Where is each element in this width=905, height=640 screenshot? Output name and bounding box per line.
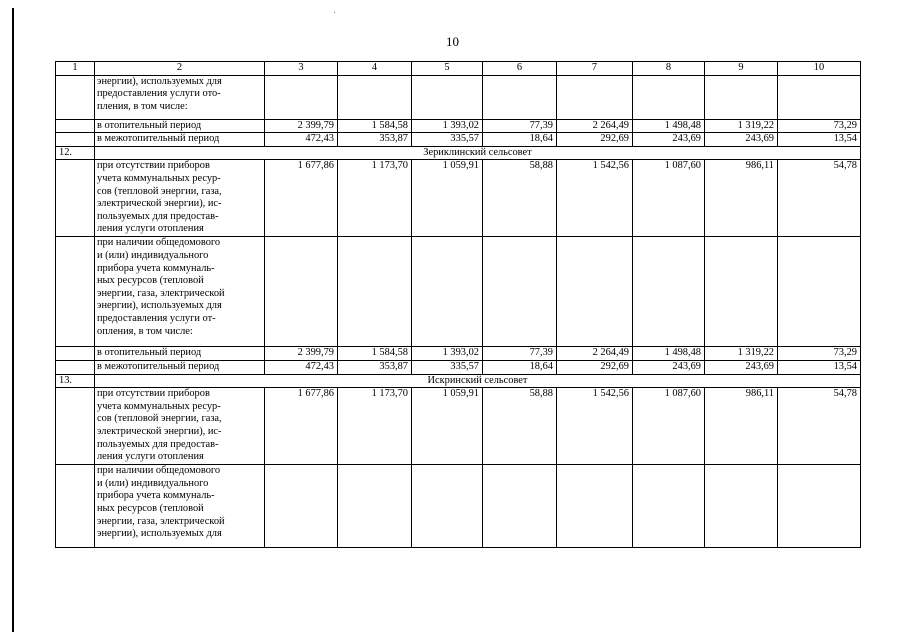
value-cell: 54,78 — [778, 160, 861, 237]
value-cell: 1 584,58 — [338, 119, 412, 133]
value-cell: 73,29 — [778, 119, 861, 133]
table-row — [56, 388, 861, 465]
value-cell: 2 264,49 — [557, 119, 633, 133]
section-header-row — [56, 374, 861, 388]
row-description: энергии), используемых для предоставления услуги ото- пления, в том числе: — [95, 75, 265, 119]
section-header-row — [56, 146, 861, 160]
table-row — [56, 75, 861, 119]
table-row — [56, 119, 861, 133]
column-header: 9 — [705, 62, 778, 76]
value-cell: 1 059,91 — [412, 388, 483, 465]
value-cell: 243,69 — [633, 133, 705, 147]
value-cell: 13,54 — [778, 360, 861, 374]
table-row — [56, 360, 861, 374]
column-header: 2 — [95, 62, 265, 76]
value-cell: 986,11 — [705, 388, 778, 465]
column-header: 1 — [56, 62, 95, 76]
column-header: 6 — [483, 62, 557, 76]
value-cell: 1 173,70 — [338, 388, 412, 465]
value-cell: 13,54 — [778, 133, 861, 147]
row-index-cell — [56, 388, 95, 465]
scan-edge-bar — [12, 8, 14, 632]
value-cell: 1 087,60 — [633, 160, 705, 237]
value-cell: 1 393,02 — [412, 347, 483, 361]
value-cell: 335,57 — [412, 360, 483, 374]
value-cell: 54,78 — [778, 388, 861, 465]
value-cell: 73,29 — [778, 347, 861, 361]
row-index-cell — [56, 237, 95, 347]
value-cell: 77,39 — [483, 347, 557, 361]
column-header: 10 — [778, 62, 861, 76]
table-row — [56, 133, 861, 147]
row-index-cell — [56, 133, 95, 147]
value-cell: 1 319,22 — [705, 119, 778, 133]
scan-dot: · — [333, 8, 337, 19]
row-description: в отопительный период — [95, 119, 265, 133]
value-cell: 986,11 — [705, 160, 778, 237]
column-header: 5 — [412, 62, 483, 76]
value-cell: 353,87 — [338, 133, 412, 147]
value-cell: 335,57 — [412, 133, 483, 147]
value-cell: 243,69 — [633, 360, 705, 374]
row-description: при наличии общедомового и (или) индивидуального прибора учета коммуналь- ных ресурсов (тепловой энергии, газа, электрической энергии), используемых для — [95, 465, 265, 548]
row-description: в межотопительный период — [95, 133, 265, 147]
value-cell: 472,43 — [265, 133, 338, 147]
column-header-row — [56, 62, 861, 76]
column-header: 4 — [338, 62, 412, 76]
value-cell: 18,64 — [483, 360, 557, 374]
value-cell: 2 264,49 — [557, 347, 633, 361]
row-index-cell — [56, 160, 95, 237]
value-cell: 1 319,22 — [705, 347, 778, 361]
value-cell: 1 677,86 — [265, 160, 338, 237]
row-description: в отопительный период — [95, 347, 265, 361]
tariff-table — [55, 61, 861, 548]
page-number: 10 — [446, 34, 459, 49]
value-cell: 2 399,79 — [265, 347, 338, 361]
value-cell: 1 542,56 — [557, 388, 633, 465]
table-row — [56, 160, 861, 237]
section-title: Зериклинский сельсовет — [95, 146, 861, 160]
value-cell: 58,88 — [483, 388, 557, 465]
value-cell: 1 677,86 — [265, 388, 338, 465]
value-cell: 1 393,02 — [412, 119, 483, 133]
row-description: при отсутствии приборов учета коммунальных ресур- сов (тепловой энергии, газа, электрической энергии), ис- пользуемых для предостав- ления услуги отопления — [95, 160, 265, 237]
value-cell: 58,88 — [483, 160, 557, 237]
row-index-cell — [56, 347, 95, 361]
value-cell: 1 498,48 — [633, 119, 705, 133]
value-cell: 353,87 — [338, 360, 412, 374]
table-row — [56, 237, 861, 347]
value-cell: 1 087,60 — [633, 388, 705, 465]
column-header: 8 — [633, 62, 705, 76]
row-index-cell — [56, 119, 95, 133]
row-description: в межотопительный период — [95, 360, 265, 374]
value-cell: 243,69 — [705, 133, 778, 147]
value-cell: 292,69 — [557, 133, 633, 147]
row-description: при наличии общедомового и (или) индивидуального прибора учета коммуналь- ных ресурсов (тепловой энергии, газа, электрической энергии), используемых для предоставления услуги от- опления, в том числе: — [95, 237, 265, 347]
value-cell: 1 173,70 — [338, 160, 412, 237]
value-cell: 292,69 — [557, 360, 633, 374]
value-cell: 1 584,58 — [338, 347, 412, 361]
value-cell: 77,39 — [483, 119, 557, 133]
value-cell: 2 399,79 — [265, 119, 338, 133]
value-cell: 18,64 — [483, 133, 557, 147]
section-number: 12. — [56, 146, 95, 160]
row-description: при отсутствии приборов учета коммунальных ресур- сов (тепловой энергии, газа, электрической энергии), ис- пользуемых для предостав- ления услуги отопления — [95, 388, 265, 465]
table-row — [56, 347, 861, 361]
value-cell: 1 059,91 — [412, 160, 483, 237]
row-index-cell — [56, 465, 95, 548]
section-number: 13. — [56, 374, 95, 388]
row-index-cell — [56, 360, 95, 374]
table-row — [56, 465, 861, 548]
column-header: 3 — [265, 62, 338, 76]
column-header: 7 — [557, 62, 633, 76]
section-title: Искринский сельсовет — [95, 374, 861, 388]
value-cell: 243,69 — [705, 360, 778, 374]
value-cell: 1 498,48 — [633, 347, 705, 361]
value-cell: 1 542,56 — [557, 160, 633, 237]
row-index-cell — [56, 75, 95, 119]
value-cell: 472,43 — [265, 360, 338, 374]
